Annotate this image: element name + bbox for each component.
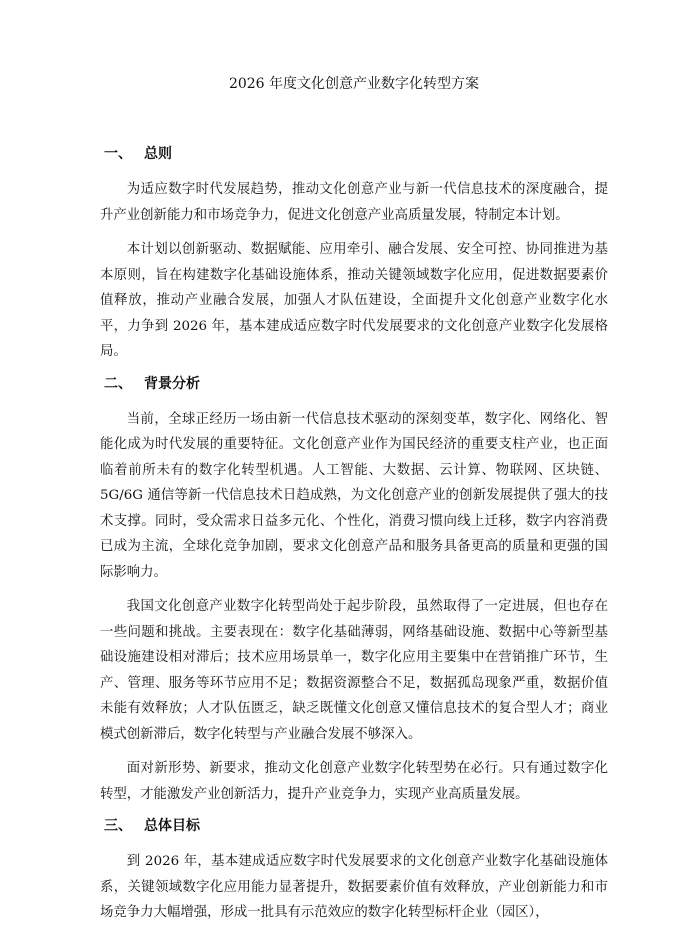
section-title: 总体目标: [144, 818, 200, 834]
section-title: 背景分析: [144, 375, 200, 392]
section-title: 总则: [144, 146, 172, 162]
section-heading: [100, 816, 608, 836]
paragraph: 本计划以创新驱动、数据赋能、应用牵引、融合发展、安全可控、协同推进为基本原则，旨在构建数字化基础设施体系，推动关键领域数字化应用，促进数据要素价值释放，推动产业融合发展，加强人才队伍建设，全面提升文化创意产业数字化水平，力争到 2026 年，基本建成适应数字时代发展要求的文化创意产业数字化发展格局。: [100, 242, 608, 359]
paragraph: 我国文化创意产业数字化转型尚处于起步阶段，虽然取得了一定进展，但也存在一些问题和挑战。主要表现在：数字化基础薄弱，网络基础设施、数据中心等新型基础设施建设相对滞后；技术应用场景单一，数字化应用主要集中在营销推广环节，生产、管理、服务等环节应用不足；数据资源整合不足，数据孤岛现象严重，数据价值未能有效释放；人才队伍匮乏，缺乏既懂文化创意又懂信息技术的复合型人才；商业模式创新滞后，数字化转型与产业融合发展不够深入。: [100, 599, 608, 742]
section-number: 三、: [104, 818, 132, 834]
section-background: [100, 374, 608, 808]
paragraph: 为适应数字时代发展趋势，推动文化创意产业与新一代信息技术的深度融合，提升产业创新能力和市场竞争力，促进文化创意产业高质量发展，特制定本计划。: [100, 182, 608, 223]
section-goals: [100, 816, 608, 926]
section-heading: [100, 144, 608, 164]
paragraph: 面对新形势、新要求，推动文化创意产业数字化转型势在必行。只有通过数字化转型，才能激发产业创新活力，提升产业竞争力，实现产业高质量发展。: [100, 761, 608, 802]
section-heading: [100, 374, 608, 394]
section-general: [100, 144, 608, 365]
document-title: 2026 年度文化创意产业数字化转型方案: [228, 76, 480, 92]
paragraph: 到 2026 年，基本建成适应数字时代发展要求的文化创意产业数字化基础设施体系，关键领域数字化应用能力显著提升，数据要素价值有效释放，产业创新能力和市场竞争力大幅增强，形成一批具有示范效应的数字化转型标杆企业（园区），: [100, 854, 608, 920]
section-number: 二、: [104, 375, 132, 392]
paragraph: 当前，全球正经历一场由新一代信息技术驱动的深刻变革，数字化、网络化、智能化成为时代发展的重要特征。文化创意产业作为国民经济的重要支柱产业，也正面临着前所未有的数字化转型机遇。人工智能、大数据、云计算、物联网、区块链、5G/6G 通信等新一代信息技术日趋成熟，为文化创意产业的创新发展提供了强大的技术支撑。同时，受众需求日益多元化、个性化，消费习惯向线上迁移，数字内容消费已成为主流，全球化竞争加剧，要求文化创意产品和服务具备更高的质量和更强的国际影响力。: [100, 411, 608, 580]
section-number: 一、: [104, 146, 132, 162]
